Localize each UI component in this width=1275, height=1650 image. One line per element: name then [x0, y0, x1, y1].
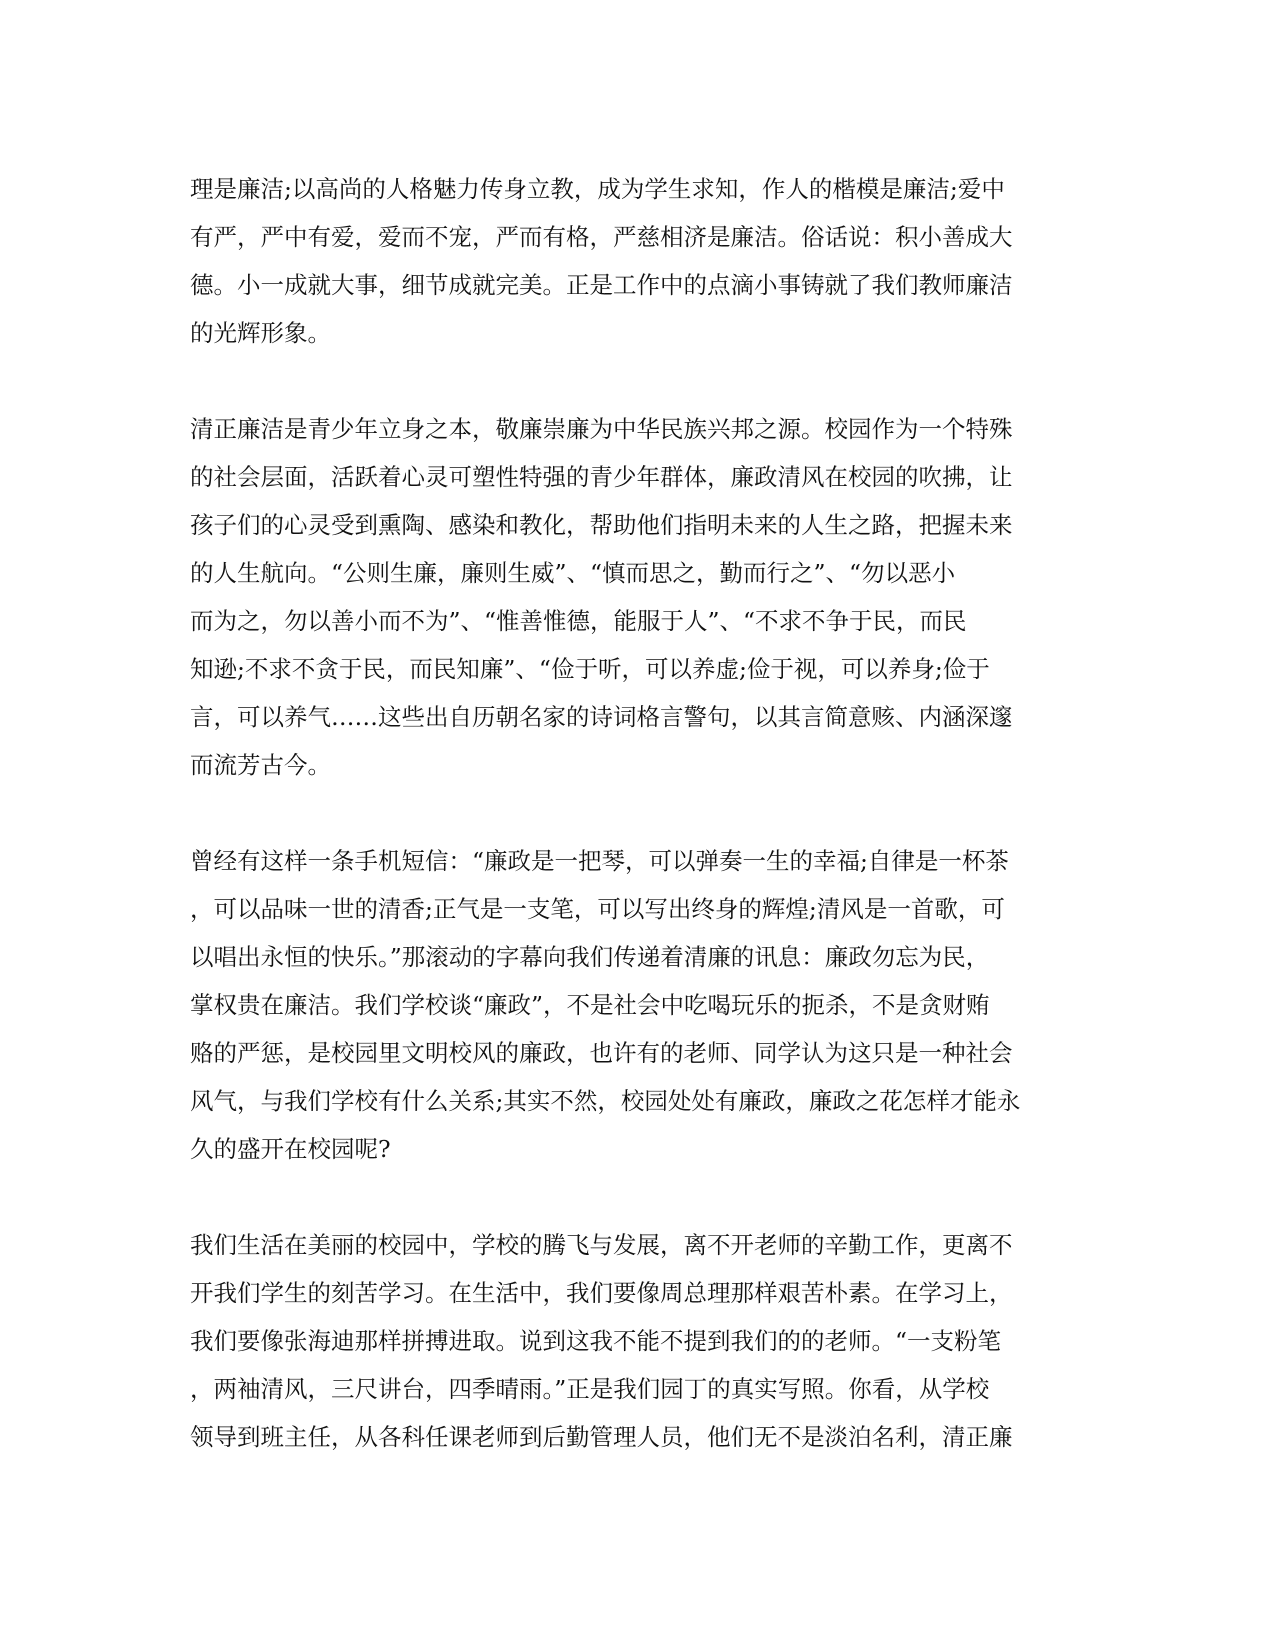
text-line: 有严，严中有爱，爱而不宠，严而有格，严慈相济是廉洁。俗话说：积小善成大 — [190, 223, 1013, 251]
paragraph-3 — [190, 837, 1070, 1173]
paragraph-4 — [190, 1221, 1070, 1461]
text-line: 赂的严惩，是校园里文明校风的廉政，也许有的老师、同学认为这只是一种社会 — [190, 1039, 1013, 1067]
text-line: 清正廉洁是青少年立身之本，敬廉崇廉为中华民族兴邦之源。校园作为一个特殊 — [190, 415, 1013, 443]
text-line: 的人生航向。“公则生廉，廉则生威”、“慎而思之，勤而行之”、“勿以恶小 — [190, 559, 956, 587]
text-line: 开我们学生的刻苦学习。在生活中，我们要像周总理那样艰苦朴素。在学习上， — [190, 1279, 1013, 1307]
paragraph-2 — [190, 405, 1070, 789]
text-line: 风气，与我们学校有什么关系;其实不然，校园处处有廉政，廉政之花怎样才能永 — [190, 1087, 1021, 1115]
text-line: ，两袖清风，三尺讲台，四季晴雨。”正是我们园丁的真实写照。你看，从学校 — [190, 1375, 990, 1403]
document-body — [190, 165, 1070, 1461]
text-line: 孩子们的心灵受到熏陶、感染和教化，帮助他们指明未来的人生之路，把握未来 — [190, 511, 1013, 539]
text-line: 理是廉洁;以高尚的人格魅力传身立教，成为学生求知，作人的楷模是廉洁;爱中 — [190, 175, 1005, 203]
text-line: 久的盛开在校园呢? — [190, 1135, 391, 1163]
text-line: 言，可以养气……这些出自历朝名家的诗词格言警句，以其言简意赅、内涵深邃 — [190, 703, 1013, 731]
paragraph-1 — [190, 165, 1070, 357]
text-line: 我们生活在美丽的校园中，学校的腾飞与发展，离不开老师的辛勤工作，更离不 — [190, 1231, 1013, 1259]
text-line: ，可以品味一世的清香;正气是一支笔，可以写出终身的辉煌;清风是一首歌，可 — [190, 895, 1005, 923]
text-line: 掌权贵在廉洁。我们学校谈“廉政”，不是社会中吃喝玩乐的扼杀，不是贪财贿 — [190, 991, 990, 1019]
text-line: 以唱出永恒的快乐。”那滚动的字幕向我们传递着清廉的讯息：廉政勿忘为民， — [190, 943, 990, 971]
text-line: 的光辉形象。 — [190, 319, 331, 347]
text-line: 而为之，勿以善小而不为”、“惟善惟德，能服于人”、“不求不争于民，而民 — [190, 607, 967, 635]
text-line: 而流芳古今。 — [190, 751, 331, 779]
text-line: 德。小一成就大事，细节成就完美。正是工作中的点滴小事铸就了我们教师廉洁 — [190, 271, 1013, 299]
text-line: 我们要像张海迪那样拼搏进取。说到这我不能不提到我们的的老师。“一支粉笔 — [190, 1327, 1002, 1355]
text-line: 的社会层面，活跃着心灵可塑性特强的青少年群体，廉政清风在校园的吹拂，让 — [190, 463, 1013, 491]
text-line: 曾经有这样一条手机短信：“廉政是一把琴，可以弹奏一生的幸福;自律是一杯茶 — [190, 847, 1009, 875]
text-line: 知逊;不求不贪于民，而民知廉”、“俭于听，可以养虚;俭于视，可以养身;俭于 — [190, 655, 990, 683]
text-line: 领导到班主任，从各科任课老师到后勤管理人员，他们无不是淡泊名利，清正廉 — [190, 1423, 1013, 1451]
